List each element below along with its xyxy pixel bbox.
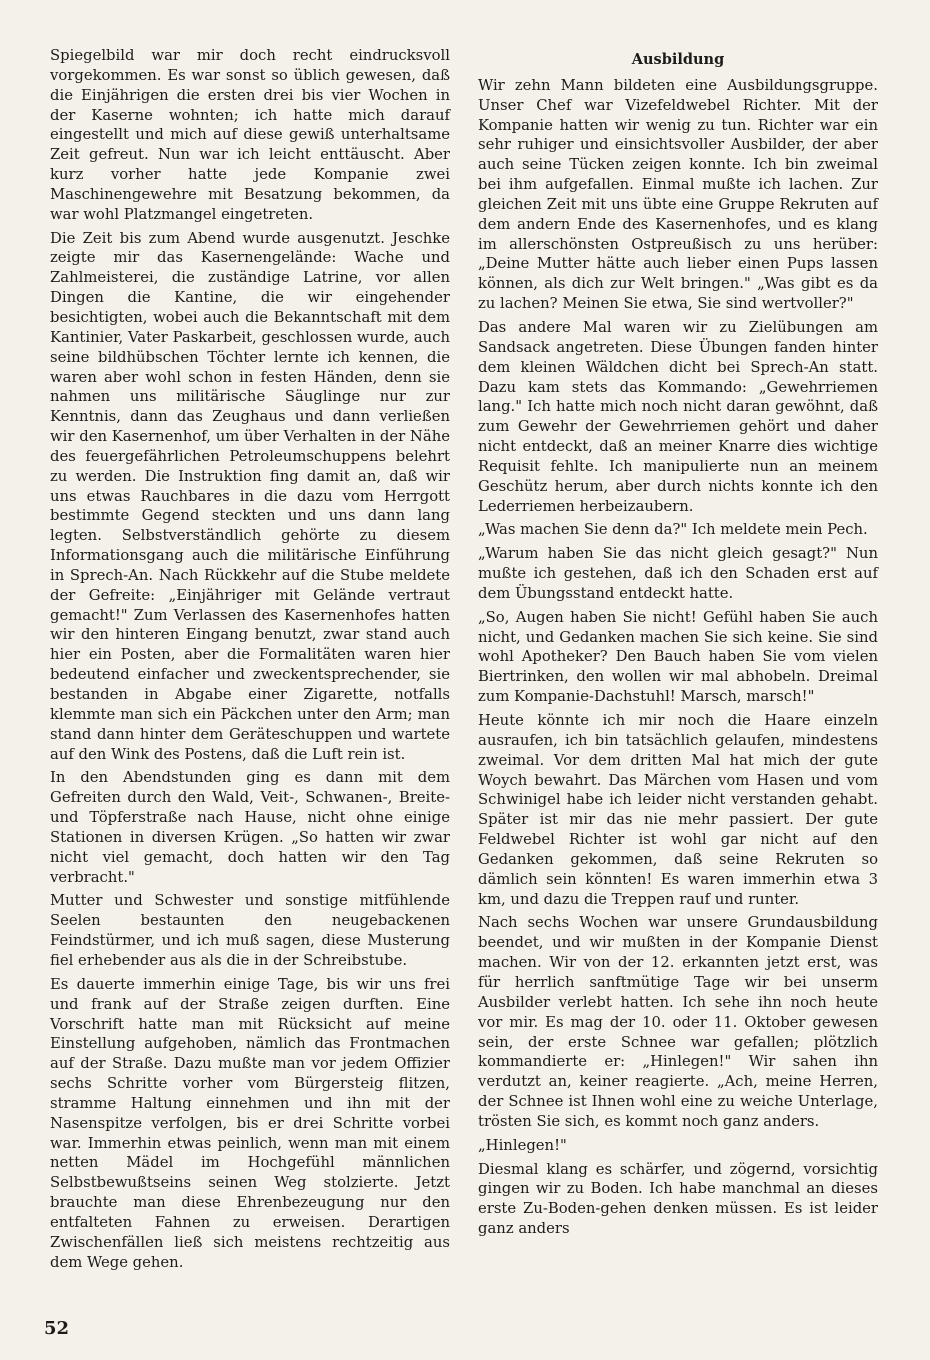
left-column — [50, 46, 450, 1276]
section-heading: Ausbildung — [631, 51, 725, 68]
paragraph: Nach sechs Wochen war unsere Grundausbildung beendet, und wir mußten in der Kompanie Dienst machen. Wir von der 12. erkannten jetzt erst, was für herrlich sanftmütige Tage wir bei unserm Ausbilder verlebt hatten. Ich sehe ihn noch heute vor mir. Es mag der 10. oder 11. Oktober gewesen sein, der erste Schnee war gefallen; plötzlich kommandierte er: „Hinlegen!" Wir sahen ihn verdutzt an, keiner reagierte. „Ach, meine Herren, der Schnee ist Ihnen wohl eine zu weiche Unterlage, trösten Sie sich, es kommt noch ganz anders. — [478, 914, 878, 1130]
right-column — [478, 46, 878, 1243]
paragraph: „Was machen Sie denn da?" Ich meldete mein Pech. — [478, 521, 868, 539]
page-number: 52 — [44, 1318, 70, 1339]
paragraph: Wir zehn Mann bildeten eine Ausbildungsgruppe. Unser Chef war Vizefeldwebel Richter. Mit der Kompanie hatten wir wenig zu tun. Richter war ein sehr ruhiger und einsichtsvoller Ausbilder, der aber auch seine Tücken zeigen konnte. Ich bin zweimal bei ihm aufgefallen. Einmal mußte ich lachen. Zur gleichen Zeit mit uns übte eine Gruppe Rekruten auf dem andern Ende des Kasernenhofes, und es klang im allerschönsten Ostpreußisch zu uns herüber: „Deine Mutter hätte auch lieber einen Pups lassen können, als dich zur Welt bringen." „Was gibt es da zu lachen? Meinen Sie etwa, Sie sind wertvoller?" — [478, 76, 878, 313]
paragraph: In den Abendstunden ging es dann mit dem Gefreiten durch den Wald, Veit-, Schwanen-, Breite- und Töpferstraße nach Hause, nicht ohne einige Stationen in diversen Krügen. „So hatten wir zwar nicht viel gemacht, doch hatten wir den Tag verbracht." — [50, 769, 450, 886]
paragraph: Mutter und Schwester und sonstige mitfühlende Seelen bestaunten den neugebackenen Feindstürmer, und ich muß sagen, diese Musterung fiel erhebender aus als die in der Schreibstube. — [50, 892, 450, 969]
paragraph: Das andere Mal waren wir zu Zielübungen am Sandsack angetreten. Diese Übungen fanden hinter dem kleinen Wäldchen dicht bei Sprech-An statt. Dazu kam stets das Kommando: „Gewehrriemen lang." Ich hatte mich noch nicht daran gewöhnt, daß zum Gewehr der Gewehrriemen gehört und daher nicht entdeckt, daß an meiner Knarre dies wichtige Requisit fehlte. Ich manipulierte nun an meinem Geschütz herum, aber durch nichts konnte ich den Lederriemen herbeizaubern. — [478, 318, 878, 515]
paragraph: Die Zeit bis zum Abend wurde ausgenutzt. Jeschke zeigte mir das Kasernengelände: Wache und Zahlmeisterei, die zuständige Latrine, vor allen Dingen die Kantine, die wir eingehender besichtigten, wobei auch die Bekanntschaft mit dem Kantinier, Vater Paskarbeit, geschlossen wurde, auch seine bildhübschen Töchter lernte ich kennen, die waren aber wohl schon in festen Händen, denn sie nahmen uns militärische Säuglinge nur zur Kenntnis, dann das Zeughaus und dann verließen wir den Kasernenhof, um über Verhalten in der Nähe des feuergefährlichen Petroleumschuppens belehrt zu werden. Die Instruktion fing damit an, daß wir uns etwas Rauchbares in die dazu vom Herrgott bestimmte Gegend steckten und uns dann lang legten. Selbstverständlich gehörte zu diesem Informationsgang auch die militärische Einführung in Sprech-An. Nach Rückkehr auf die Stube meldete der Gefreite: „Einjähriger mit Gelände vertraut gemacht!" Zum Verlassen des Kasernenhofes hatten wir den hinteren Eingang benutzt, zwar stand auch hier ein Posten, aber die Formalitäten waren hier bedeutend einfacher und zweckentsprechender, sie bestanden in Abgabe einer Zigarette, notfalls klemmte man sich ein Päckchen unter den Arm; man stand dann hinter dem Geräteschuppen und wartete auf den Wink des Postens, daß die Luft rein ist. — [50, 229, 450, 763]
paragraph: „So, Augen haben Sie nicht! Gefühl haben Sie auch nicht, und Gedanken machen Sie sich keine. Sie sind wohl Apotheker? Den Bauch haben Sie vom vielen Biertrinken, den wollen wir mal abhobeln. Dreimal zum Kompanie-Dachstuhl! Marsch, marsch!" — [478, 608, 878, 706]
paragraph: Diesmal klang es schärfer, und zögernd, vorsichtig gingen wir zu Boden. Ich habe manchmal an dieses erste Zu-Boden-gehen denken müssen. Es ist leider ganz anders — [478, 1160, 878, 1238]
paragraph: Heute könnte ich mir noch die Haare einzeln ausraufen, ich bin tatsächlich gelaufen, mindestens zweimal. Vor dem dritten Mal hat mich der gute Woych bewahrt. Das Märchen vom Hasen und vom Schwinigel habe ich leider nicht verstanden gehabt. Später ist mir das nie mehr passiert. Der gute Feldwebel Richter ist wohl gar nicht auf den Gedanken gekommen, daß seine Rekruten so dämlich sein könnten! Es waren immerhin etwa 3 km, und dazu die Treppen rauf und runter. — [478, 712, 878, 908]
paragraph: Spiegelbild war mir doch recht eindrucksvoll vorgekommen. Es war sonst so üblich gewesen, daß die Einjährigen die ersten drei bis vier Wochen in der Kaserne wohnten; ich hatte mich darauf eingestellt und mich auf diese gewiß unterhaltsame Zeit gefreut. Nun war ich leicht enttäuscht. Aber kurz vorher hatte jede Kompanie zwei Maschinengewehre mit Besatzung bekommen, da war wohl Platzmangel eingetreten. — [50, 47, 450, 223]
paragraph: Es dauerte immerhin einige Tage, bis wir uns frei und frank auf der Straße zeigen durften. Eine Vorschrift hatte man mit Rücksicht auf meine Einstellung aufgehoben, nämlich das Frontmachen auf der Straße. Dazu mußte man vor jedem Offizier sechs Schritte vorher vom Bürgersteig flitzen, stramme Haltung einnehmen und ihn mit der Nasenspitze verfolgen, bis er drei Schritte vorbei war. Immerhin etwas peinlich, wenn man mit einem netten Mädel im Hochgefühl männlichen Selbstbewußtseins seinen Weg stolzierte. Jetzt brauchte man diese Ehrenbezeugung nur den entfalteten Fahnen zu erweisen. Derartigen Zwischenfällen ließ sich meistens rechtzeitig aus dem Wege gehen. — [50, 975, 450, 1271]
paragraph: „Hinlegen!" — [478, 1136, 567, 1154]
paragraph: „Warum haben Sie das nicht gleich gesagt?" Nun mußte ich gestehen, daß ich den Schaden erst auf dem Übungsstand entdeckt hatte. — [478, 545, 878, 602]
